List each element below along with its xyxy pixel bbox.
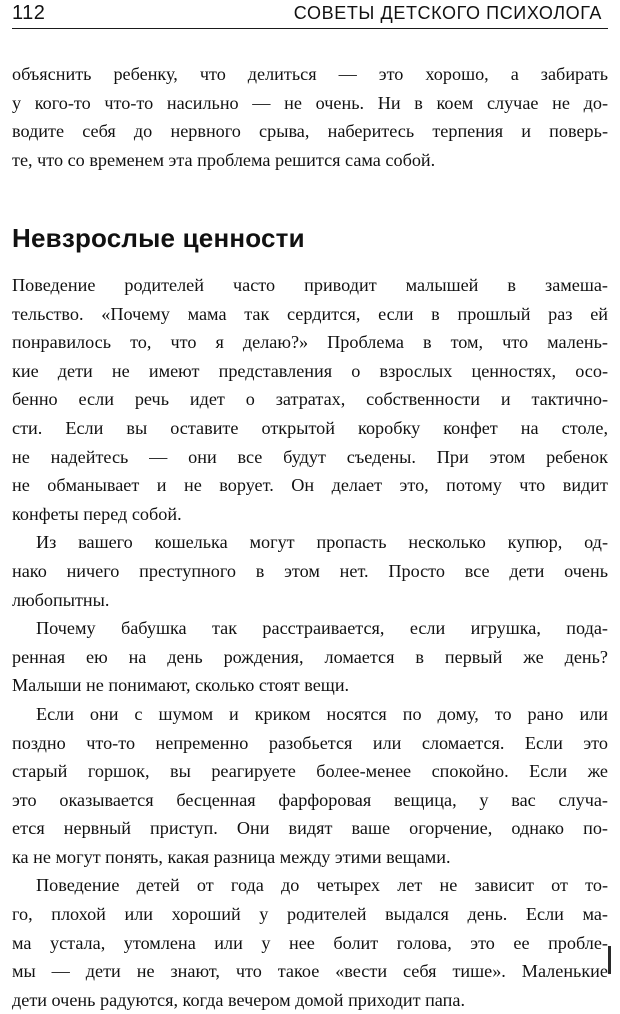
text-line: водите себя до нервного срыва, наберитесь терпения и поверь- [12,121,608,142]
section-title: Невзрослые ценности [12,223,305,253]
paragraph [12,271,608,528]
text-line: любопытны. [12,589,110,610]
text-line: Почему бабушка так расстраивается, если игрушка, пода- [36,618,608,639]
intro-paragraph [12,60,608,174]
text-line: ка не могут понять, какая разница между этими вещами. [12,846,451,867]
text-line: поздно что-то непременно разобьется или сломается. Если это [12,732,608,753]
text-line: это оказывается бесценная фарфоровая вещица, у вас случа- [12,789,608,810]
running-header [12,0,608,29]
text-line: Поведение детей от года до четырех лет не зависит от то- [36,875,608,896]
paragraph [12,528,608,614]
text-line: Из вашего кошелька могут пропасть несколько купюр, од- [36,532,608,553]
text-line: сти. Если вы оставите открытой коробку конфет на столе, [12,417,608,438]
text-line: дети очень радуются, когда вечером домой приходит папа. [12,989,465,1010]
running-title: СОВЕТЫ ДЕТСКОГО ПСИХОЛОГА [293,3,602,23]
text-line: кие дети не имеют представления о взрослых ценностях, осо- [12,360,608,381]
text-line: тельство. «Почему мама так сердится, если в прошлый раз ей [12,303,608,324]
page-number: 112 [12,2,46,24]
text-line: старый горшок, вы реагируете более-менее спокойно. Если же [12,761,608,782]
text-line: мы — дети не знают, что такое «вести себя тише». Маленькие [12,961,608,982]
text-line: Если они с шумом и криком носятся по дому, то рано или [36,703,608,724]
section-body [12,271,608,1014]
text-line: конфеты перед собой. [12,503,182,524]
paragraph [12,700,608,872]
text-line: Поведение родителей часто приводит малышей в замеша- [12,275,608,295]
text-line: не надейтесь — они все будут съедены. При этом ребенок [12,446,608,467]
text-line: понравилось то, что я делаю?» Проблема в том, что малень- [12,332,608,353]
text-line: не обманывает и не ворует. Он делает это, потому что видит [12,475,608,496]
text-line: Малыши не понимают, сколько стоят вещи. [12,675,350,696]
paragraph [12,614,608,700]
text-line: ется нервный приступ. Они видят ваше огорчение, однако по- [12,818,608,839]
page-edge-mark [608,946,611,974]
paragraph [12,871,608,1014]
text-line: объяснить ребенку, что делиться — это хорошо, а забирать [12,64,608,84]
text-line: ренная ею на день рождения, ломается в первый же день? [12,646,608,667]
text-line: го, плохой или хороший у родителей выдался день. Если ма- [12,904,608,925]
text-line: нако ничего преступного в этом нет. Просто все дети очень [12,560,608,581]
text-line: у кого-то что-то насильно — не очень. Ни в коем случае не до- [12,92,608,113]
text-line: ма устала, утомлена или у нее болит голова, это ее пробле- [12,932,608,953]
text-line: бенно если речь идет о затратах, собственности и тактично- [12,389,608,410]
text-line: те, что со временем эта проблема решится сама собой. [12,149,436,170]
